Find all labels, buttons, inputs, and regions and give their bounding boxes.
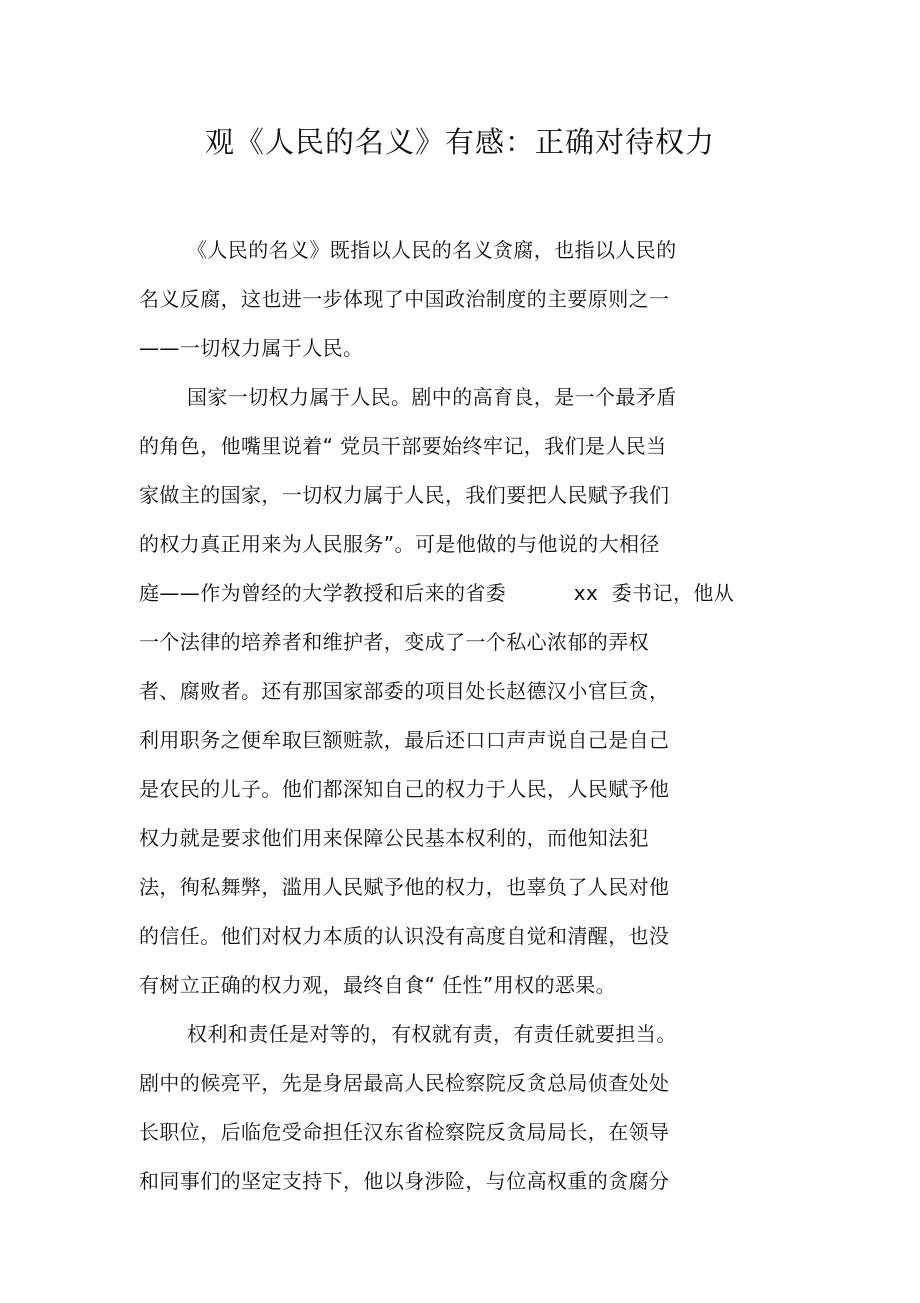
paragraph-2-line-10: 权力就是要求他们用来保障公民基本权利的，而他知法犯	[139, 826, 649, 850]
paragraph-1-line-2: 名义反腐，这也进一步体现了中国政治制度的主要原则之一	[139, 287, 670, 311]
paragraph-2-line-1: 国家一切权力属于人民。剧中的高育良，是一个最矛盾	[187, 385, 677, 409]
paragraph-1-line-3: ——一切权力属于人民。	[139, 336, 364, 360]
paragraph-2-line-8: 利用职务之便牟取巨额赃款，最后还口口声声说自己是自己	[139, 728, 670, 752]
paragraph-2-line-9: 是农民的儿子。他们都深知自己的权力于人民，人民赋予他	[139, 777, 670, 801]
paragraph-2-line-5: 庭——作为曾经的大学教授和后来的省委 xx 委书记，他从	[139, 581, 735, 605]
document-title: 观《人民的名义》有感：正确对待权力	[204, 125, 715, 159]
paragraph-3-line-1: 权利和责任是对等的，有权就有责，有责任就要担当。	[187, 1022, 677, 1046]
paragraph-3-line-4: 和同事们的坚定支持下，他以身涉险，与位高权重的贪腐分	[139, 1169, 670, 1193]
paragraph-3-line-3: 长职位，后临危受命担任汉东省检察院反贪局局长，在领导	[139, 1120, 670, 1144]
paragraph-2-line-11: 法，徇私舞弊，滥用人民赋予他的权力，也辜负了人民对他	[139, 875, 670, 899]
paragraph-2-line-12: 的信任。他们对权力本质的认识没有高度自觉和清醒，也没	[139, 924, 670, 948]
paragraph-2-line-13: 有树立正确的权力观，最终自食“ 任性”用权的恶果。	[139, 973, 617, 997]
paragraph-2-line-4: 的权力真正用来为人民服务”。可是他做的与他说的大相径	[139, 532, 660, 556]
paragraph-2-line-3: 家做主的国家，一切权力属于人民，我们要把人民赋予我们	[139, 483, 670, 507]
paragraph-1-line-1: 《人民的名义》既指以人民的名义贪腐，也指以人民的	[187, 238, 677, 262]
paragraph-2-line-2: 的角色，他嘴里说着“ 党员干部要始终牢记，我们是人民当	[139, 434, 667, 458]
paragraph-2-line-6: 一个法律的培养者和维护者，变成了一个私心浓郁的弄权	[139, 630, 649, 654]
paragraph-3-line-2: 剧中的候亮平，先是身居最高人民检察院反贪总局侦查处处	[139, 1071, 670, 1095]
paragraph-2-line-7: 者、腐败者。还有那国家部委的项目处长赵德汉小官巨贪，	[139, 679, 670, 703]
